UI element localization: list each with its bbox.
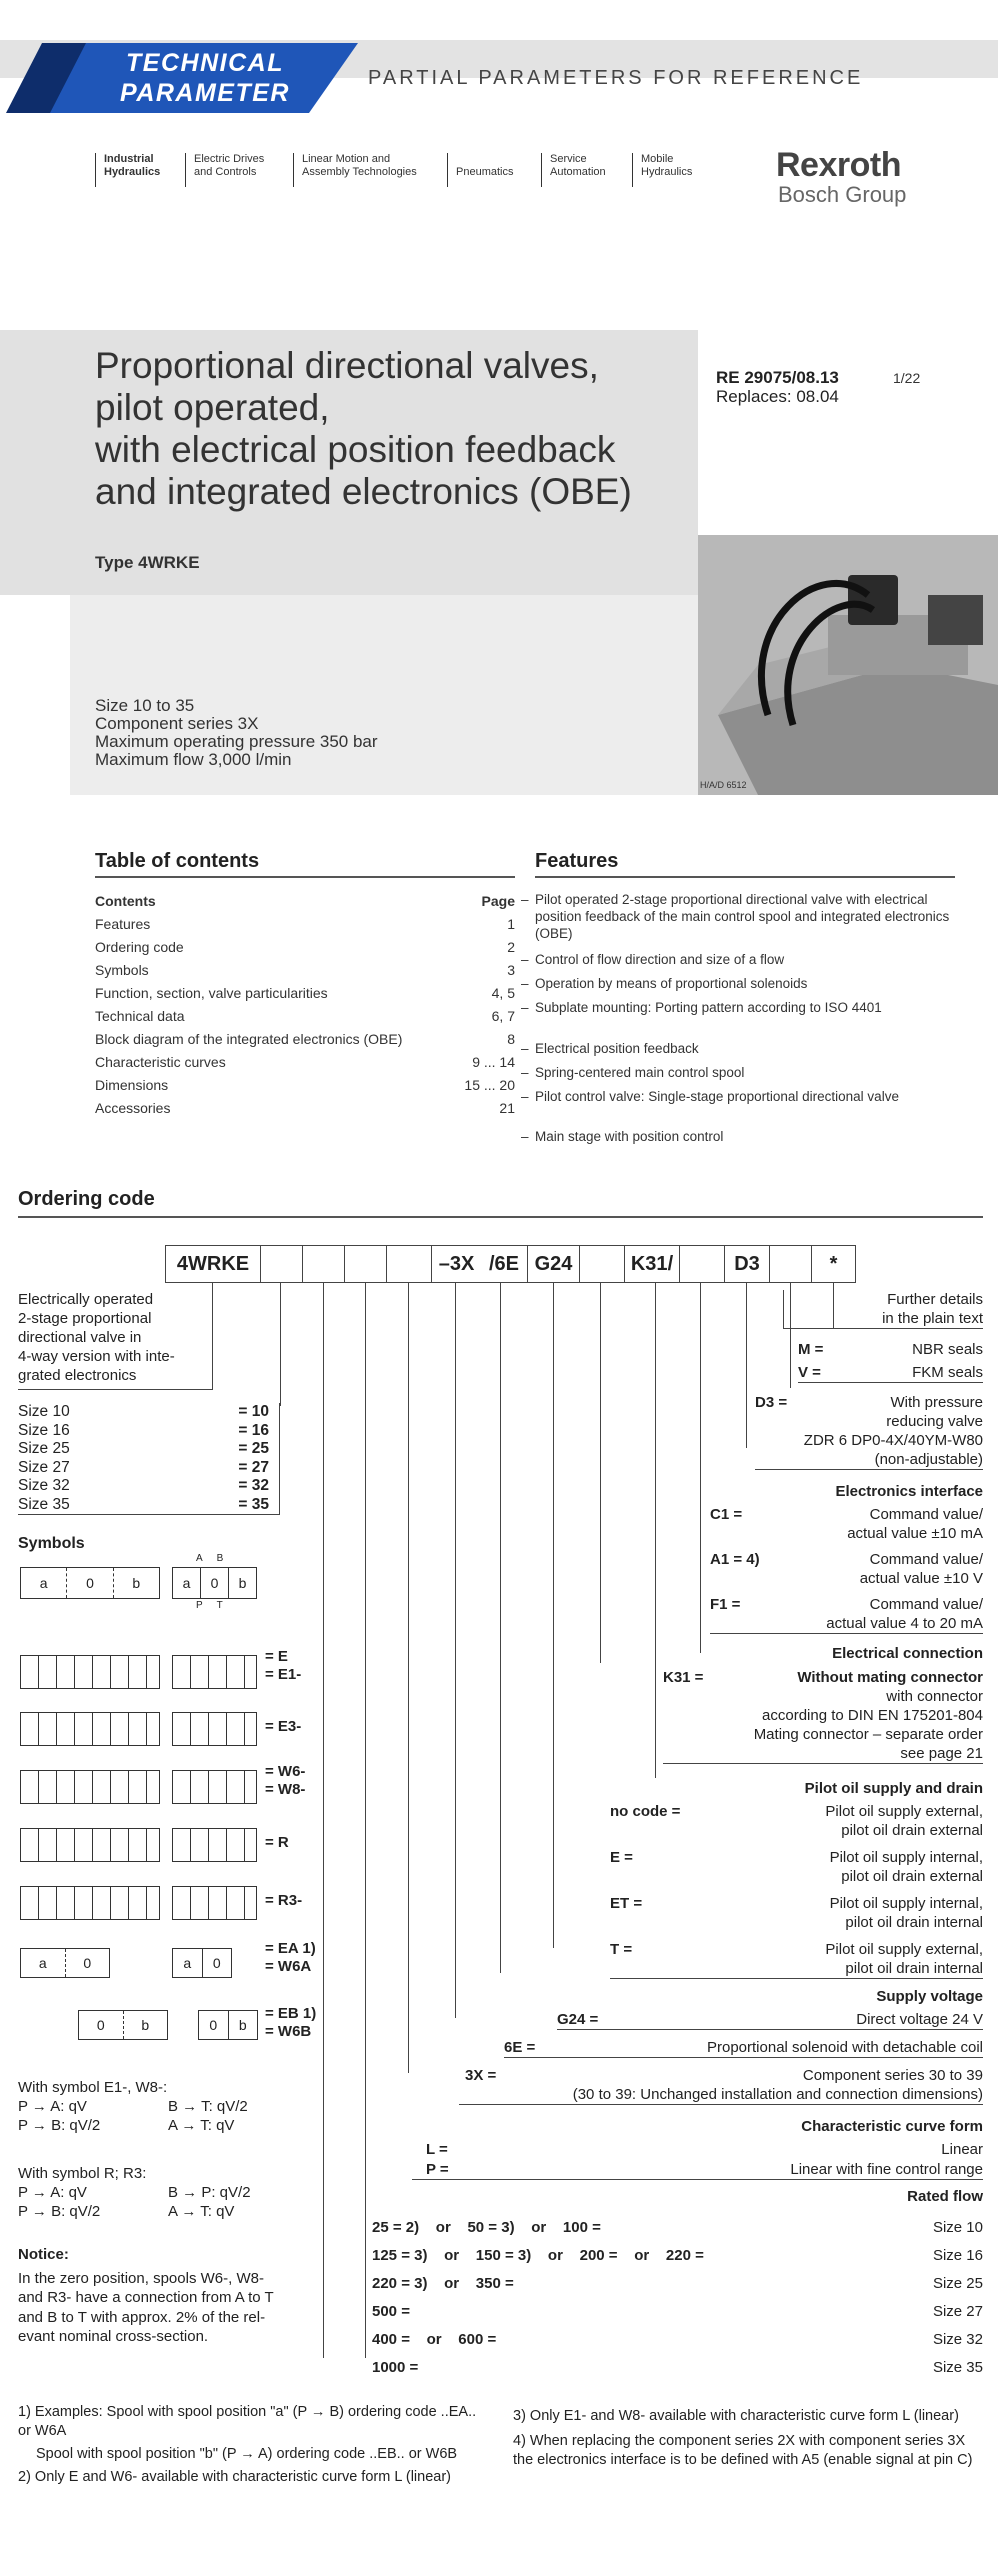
code-6e: 6E = Proportional solenoid with detachable coil <box>504 2039 983 2056</box>
rated-flow-table <box>372 2214 983 2382</box>
feature-item: – Pilot operated 2-stage proportional directional valve with electrical position feedback of the main control spool and integrated electronics (OBE) <box>535 891 955 942</box>
spec-list: Size 10 to 35 Component series 3X Maximum operating pressure 350 bar Maximum flow 3,000 l/min <box>95 696 378 769</box>
code-box-symbol <box>302 1245 344 1283</box>
features-title: Features <box>535 850 619 872</box>
toc-row[interactable]: Features 1 <box>95 916 515 932</box>
toc-row[interactable]: Symbols 3 <box>95 962 515 978</box>
code-box-g24: G24 <box>527 1245 579 1283</box>
code-box-curve <box>344 1245 386 1283</box>
feature-item: – Operation by means of proportional solenoids <box>535 975 955 992</box>
symbol-label-w6: = W6- = W8- <box>265 1763 306 1798</box>
photo-caption: H/A/D 6512 <box>700 780 747 790</box>
valve-image <box>698 535 998 795</box>
code-3x: 3X = Component series 30 to 39 (30 to 39: Unchanged installation and connection dimensions) <box>459 2066 983 2105</box>
symbol-label-r3: = R3- <box>265 1892 303 1909</box>
code-pilot-e: E = Pilot oil supply internal, pilot oil drain external <box>610 1849 983 1885</box>
code-box-series: –3X <box>431 1245 481 1283</box>
symbols-title: Symbols <box>18 1535 85 1552</box>
toc-row[interactable]: Dimensions 15 ... 20 <box>95 1077 515 1093</box>
code-box-seals <box>769 1245 811 1283</box>
leader-line <box>280 1283 281 1406</box>
heading-electrical-connection: Electrical connection <box>832 1645 983 1662</box>
symbol-ea-main: a 0 <box>172 1948 232 1978</box>
code-f1: F1 = Command value/ actual value 4 to 20 mA <box>710 1596 983 1632</box>
size-list: Size 10 = 10 Size 16 = 16 Size 25 = 25 Size 27 = 27 Size 32 = 32 Size 35 = 35 <box>18 1403 280 1515</box>
heading-rated-flow: Rated flow <box>907 2188 983 2205</box>
document-title: Proportional directional valves, pilot operated, with electrical position feedback and integrated electronics (OBE) <box>95 345 632 512</box>
heading-curve-form: Characteristic curve form <box>801 2118 983 2135</box>
leader-line <box>323 1283 324 2358</box>
symbol-r3-pilot <box>20 1886 160 1920</box>
symbol-r-pilot <box>20 1828 160 1862</box>
toc-row[interactable]: Block diagram of the integrated electronics (OBE) 8 <box>95 1031 515 1047</box>
code-box-pilot-oil <box>579 1245 624 1283</box>
feature-item: – Pilot control valve: Single-stage proportional directional valve <box>535 1088 955 1105</box>
symbol-e-pilot <box>20 1655 160 1689</box>
brand-group: Bosch Group <box>778 182 907 207</box>
code-box-size <box>260 1245 302 1283</box>
code-seals-v: V = FKM seals <box>798 1364 983 1381</box>
symbol-r-main <box>172 1828 257 1862</box>
symbol-label-ea: = EA 1) = W6A <box>265 1940 316 1975</box>
symbol-eb-pilot: 0 b <box>78 2010 168 2040</box>
banner-title <box>90 48 320 108</box>
code-box-6e: /6E <box>481 1245 527 1283</box>
re-number: RE 29075/08.13 <box>716 368 839 387</box>
toc-header: Contents Page <box>95 893 515 909</box>
flow-row: 500 = Size 27 <box>372 2303 983 2320</box>
leader-line <box>553 1283 554 1948</box>
footnotes-left: 1) Examples: Spool with spool position "a" (P → B) ordering code ..EA.. or W6A Spool with spool position "b" (P → A) ordering code ..EB.. or W6B 2) Only E and W6- available with characteristic curve form L (linear) <box>18 2404 477 2485</box>
flow-note-r-r3: With symbol R; R3: P → A: qV B → P: qV/2 P → B: qV/2 A → T: qV <box>18 2165 251 2220</box>
nav-industrial-hydraulics: Industrial Hydraulics <box>95 153 160 187</box>
leader-line <box>408 1283 409 2073</box>
code-box-4wrke: 4WRKE <box>165 1245 260 1283</box>
code-k31: K31 = Without mating connector with connector according to DIN EN 175201-804 Mating connector – separate order see page 21 <box>663 1669 983 1762</box>
code-d3: D3 = With pressure reducing valve ZDR 6 DP0-4X/40YM-W80 (non-adjustable) <box>755 1394 983 1468</box>
type-label: Type 4WRKE <box>95 553 200 572</box>
symbol-e3-main <box>172 1712 257 1746</box>
leader-line <box>500 1283 501 1973</box>
symbol-w6-pilot <box>20 1770 160 1804</box>
toc-row[interactable]: Function, section, valve particularities 4, 5 <box>95 985 515 1001</box>
toc-row[interactable]: Technical data 6, 7 <box>95 1008 515 1024</box>
symbol-port-labels-bottom: P T <box>196 1600 223 1611</box>
brand-logo: Rexroth <box>776 146 901 184</box>
symbol-label-eb: = EB 1) = W6B <box>265 2005 317 2040</box>
code-box-interface <box>679 1245 724 1283</box>
symbol-main: a 0 b <box>172 1567 257 1599</box>
nav-electric-drives: Electric Drives and Controls <box>185 153 264 187</box>
code-box-details: * <box>811 1245 856 1283</box>
toc-row[interactable]: Characteristic curves 9 ... 14 <box>95 1054 515 1070</box>
page-number: 1/22 <box>893 370 921 386</box>
banner-subtitle: PARTIAL PARAMETERS FOR REFERENCE <box>368 67 864 89</box>
code-curve-p: P = Linear with fine control range <box>412 2160 983 2180</box>
feature-item: – Main stage with position control <box>535 1128 955 1145</box>
symbol-label-e: = E = E1- <box>265 1648 302 1683</box>
valve-photo <box>698 535 998 795</box>
valve-description: Electrically operated 2-stage proportional directional valve in 4-way version with inte- grated electronics <box>18 1290 213 1390</box>
flow-row: 125 = 3) or 150 = 3) or 200 = or 220 = Size 16 <box>372 2247 983 2264</box>
toc-row[interactable]: Accessories 21 <box>95 1100 515 1116</box>
leader-line <box>600 1283 601 1663</box>
feature-item: – Electrical position feedback <box>535 1040 955 1057</box>
toc-row[interactable]: Ordering code 2 <box>95 939 515 955</box>
feature-item: – Spring-centered main control spool <box>535 1064 955 1081</box>
nav-pneumatics: Pneumatics <box>447 153 513 187</box>
leader-line <box>700 1283 701 1653</box>
flow-row: 1000 = Size 35 <box>372 2359 983 2376</box>
symbol-e3-pilot <box>20 1712 160 1746</box>
flow-row: 25 = 2) or 50 = 3) or 100 = Size 10 <box>372 2219 983 2236</box>
symbol-eb-main: 0 b <box>198 2010 258 2040</box>
banner-title-line-1: TECHNICAL <box>126 49 284 77</box>
leader-line <box>746 1283 747 1448</box>
replaces: Replaces: 08.04 <box>716 387 839 406</box>
flow-row: 220 = 3) or 350 = Size 25 <box>372 2275 983 2292</box>
code-box-k31: K31/ <box>624 1245 679 1283</box>
heading-electronics-interface: Electronics interface <box>835 1483 983 1500</box>
leader-line <box>455 1283 456 2018</box>
leader-line <box>365 1283 366 2358</box>
symbol-label-r: = R <box>265 1834 289 1851</box>
feature-item: – Control of flow direction and size of a flow <box>535 951 955 968</box>
heading-pilot-oil: Pilot oil supply and drain <box>804 1780 983 1797</box>
symbol-basic: a 0 b <box>20 1567 160 1599</box>
toc-title: Table of contents <box>95 850 260 872</box>
code-box-flow <box>386 1245 431 1283</box>
code-a1: A1 = 4) Command value/ actual value ±10 V <box>710 1551 983 1587</box>
feature-item: – Subplate mounting: Porting pattern according to ISO 4401 <box>535 999 955 1016</box>
nav-mobile-hydraulics: Mobile Hydraulics <box>632 153 692 187</box>
leader-line <box>655 1283 656 1778</box>
code-box-d3: D3 <box>724 1245 769 1283</box>
code-seals-m: M = NBR seals <box>798 1341 983 1358</box>
code-g24: G24 = Direct voltage 24 V <box>557 2011 983 2028</box>
flow-row: 400 = or 600 = Size 32 <box>372 2331 983 2348</box>
symbol-r3-main <box>172 1886 257 1920</box>
nav-service-automation: Service Automation <box>541 153 606 187</box>
leader-line <box>212 1283 213 1293</box>
symbol-ea-pilot: a 0 <box>20 1948 110 1978</box>
toc-rule <box>95 876 515 878</box>
ordering-rule <box>18 1216 983 1218</box>
code-curve-l: L = Linear <box>426 2141 983 2158</box>
code-pilot-et: ET = Pilot oil supply internal, pilot oil drain internal <box>610 1895 983 1931</box>
code-pilot-t: T = Pilot oil supply external, pilot oil drain internal <box>610 1941 983 1977</box>
symbol-port-labels-top: A B <box>196 1553 224 1564</box>
flow-note-e1-w8: With symbol E1-, W8-: P → A: qV B → T: qV/2 P → B: qV/2 A → T: qV <box>18 2079 248 2134</box>
symbol-label-e3: = E3- <box>265 1718 302 1735</box>
symbol-w6-main <box>172 1770 257 1804</box>
footnotes-right: 3) Only E1- and W8- available with characteristic curve form L (linear) 4) When replacing the component series 2X with component series 3X the electronics interface is to be defined with A5 (enable signal at pin C) <box>513 2408 973 2468</box>
heading-supply-voltage: Supply voltage <box>876 1988 983 2005</box>
code-c1: C1 = Command value/ actual value ±10 mA <box>710 1506 983 1542</box>
ordering-code-title: Ordering code <box>18 1188 155 1210</box>
code-further-details: Further details in the plain text <box>783 1290 983 1329</box>
code-pilot-no-code: no code = Pilot oil supply external, pilot oil drain external <box>610 1803 983 1839</box>
nav-linear-motion: Linear Motion and Assembly Technologies <box>293 153 417 187</box>
notice: Notice: In the zero position, spools W6-, W8- and R3- have a connection from A to T and B to T with approx. 2% of the rel- evant nominal cross-section. <box>18 2246 274 2345</box>
features-rule <box>535 876 955 878</box>
banner-title-line-2: PARAMETER <box>120 79 290 107</box>
symbol-e-main <box>172 1655 257 1689</box>
